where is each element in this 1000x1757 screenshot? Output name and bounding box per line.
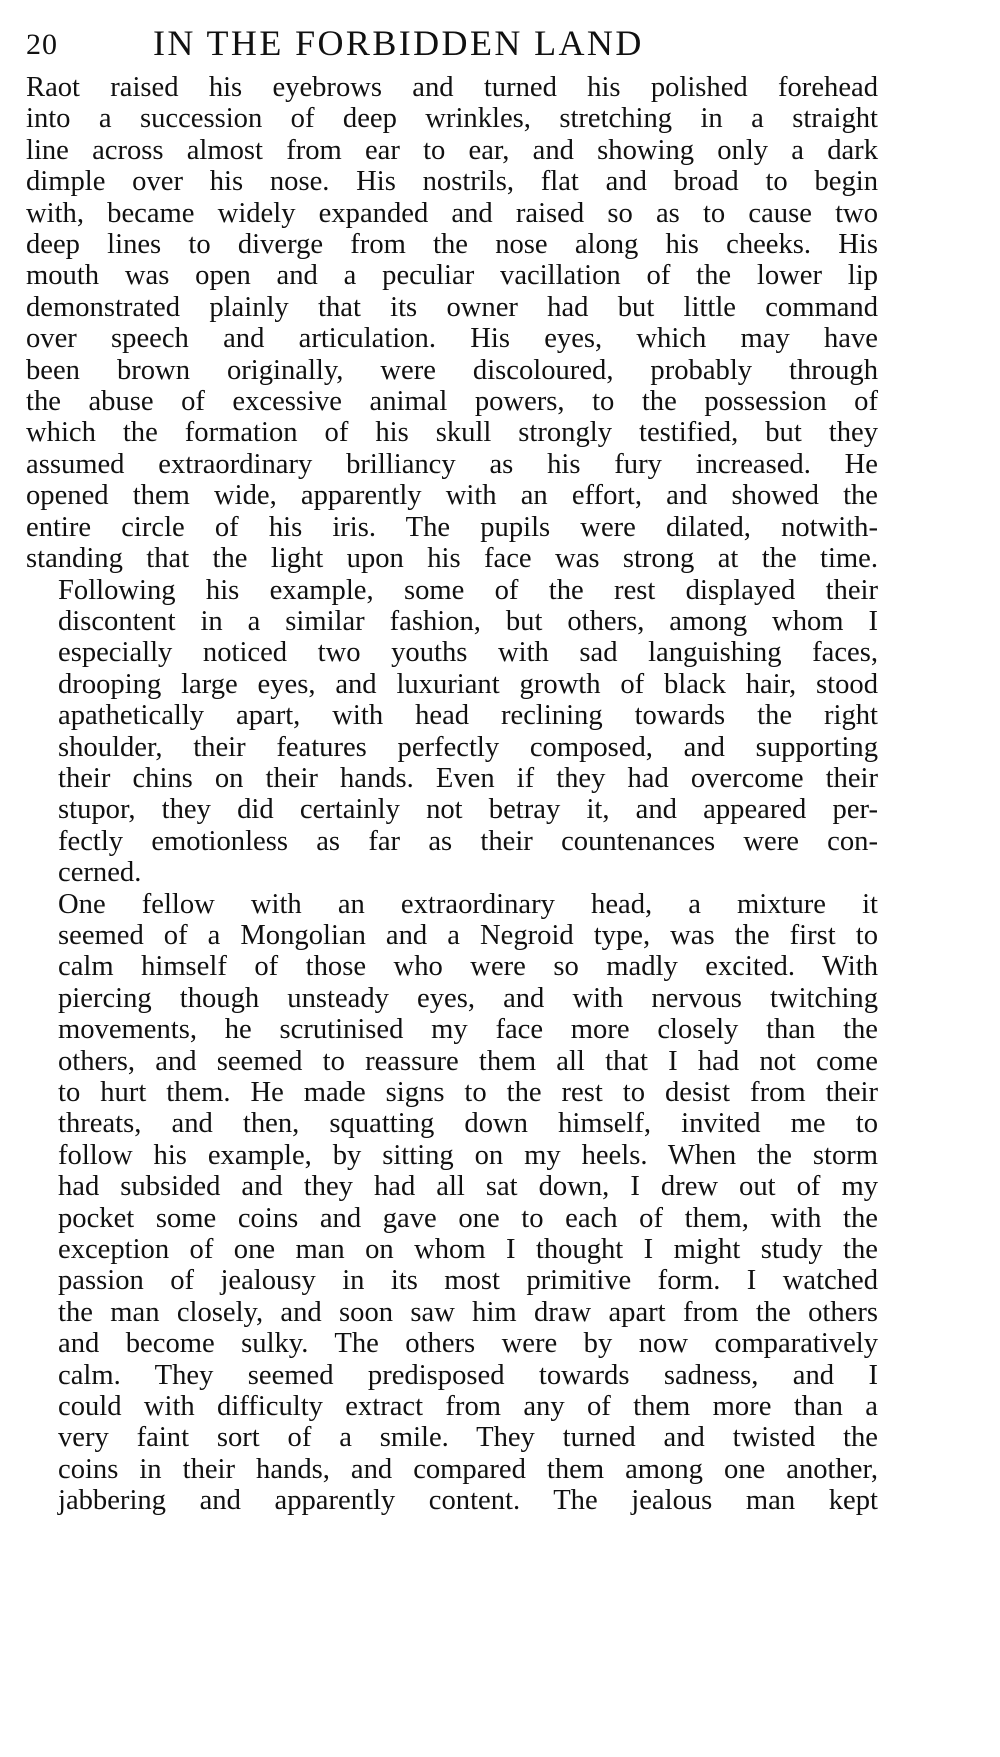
text-line: the man closely, and soon saw him draw apart from the others: [58, 1296, 878, 1328]
text-line: Raot raised his eyebrows and turned his polished forehead: [26, 72, 878, 103]
text-line: pocket some coins and gave one to each of them, with the: [58, 1202, 878, 1234]
text-line: stupor, they did certainly not betray it, and appeared per-: [58, 794, 878, 826]
text-line: calm himself of those who were so madly excited. With: [58, 951, 878, 983]
text-line: over speech and articulation. His eyes, which may have: [26, 323, 878, 355]
text-line: had subsided and they had all sat down, I drew out of my: [58, 1171, 878, 1203]
running-title: IN THE FORBIDDEN LAND: [153, 23, 644, 63]
text-line: their chins on their hands. Even if they had overcome their: [58, 762, 878, 794]
paragraph-2: [26, 575, 878, 889]
text-line: standing that the light upon his face was strong at the time.: [26, 543, 878, 575]
text-line: threats, and then, squatting down himself, invited me to: [58, 1108, 878, 1140]
text-line: entire circle of his iris. The pupils were dilated, notwith-: [26, 511, 878, 543]
text-line: dimple over his nose. His nostrils, flat and broad to begin: [26, 166, 878, 198]
text-line: with, became widely expanded and raised so as to cause two: [26, 197, 878, 229]
text-line: shoulder, their features perfectly composed, and supporting: [58, 731, 878, 763]
text-line: could with difficulty extract from any of them more than a: [58, 1391, 878, 1423]
text-line: especially noticed two youths with sad languishing faces,: [58, 637, 878, 669]
text-line: One fellow with an extraordinary head, a mixture it: [58, 888, 878, 920]
text-line: follow his example, by sitting on my heels. When the storm: [58, 1139, 878, 1171]
text-line: jabbering and apparently content. The jealous man kept: [58, 1485, 878, 1517]
text-line: opened them wide, apparently with an effort, and showed the: [26, 480, 878, 512]
text-line: mouth was open and a peculiar vacillation of the lower lip: [26, 260, 878, 292]
text-line: and become sulky. The others were by now comparatively: [58, 1328, 878, 1360]
paragraph-3: [26, 889, 878, 1517]
text-line: into a succession of deep wrinkles, stretching in a straight: [26, 103, 878, 135]
running-header: [26, 20, 878, 72]
text-line: exception of one man on whom I thought I might study the: [58, 1234, 878, 1266]
text-line: cerned.: [58, 857, 142, 889]
text-line: passion of jealousy in its most primitive form. I watched: [58, 1265, 878, 1297]
text-line: coins in their hands, and compared them among one another,: [58, 1453, 878, 1485]
text-line: which the formation of his skull strongly testified, but they: [26, 417, 878, 449]
text-line: demonstrated plainly that its owner had but little command: [26, 291, 878, 323]
text-line: fectly emotionless as far as their countenances were con-: [58, 825, 878, 857]
text-line: deep lines to diverge from the nose along his cheeks. His: [26, 229, 878, 261]
text-line: assumed extraordinary brilliancy as his fury increased. He: [26, 448, 878, 480]
text-line: very faint sort of a smile. They turned and twisted the: [58, 1422, 878, 1454]
text-line: piercing though unsteady eyes, and with nervous twitching: [58, 982, 878, 1014]
text-line: the abuse of excessive animal powers, to the possession of: [26, 386, 878, 418]
text-line: seemed of a Mongolian and a Negroid type, was the first to: [58, 919, 878, 951]
book-page: [26, 20, 878, 1517]
body-text: [26, 72, 878, 1517]
paragraph-1: [26, 72, 878, 575]
text-line: others, and seemed to reassure them all that I had not come: [58, 1045, 878, 1077]
text-line: apathetically apart, with head reclining towards the right: [58, 700, 878, 732]
text-line: discontent in a similar fashion, but others, among whom I: [58, 605, 878, 637]
text-line: to hurt them. He made signs to the rest to desist from their: [58, 1077, 878, 1108]
text-line: been brown originally, were discoloured, probably through: [26, 354, 878, 386]
page-number: 20: [26, 28, 58, 61]
text-line: line across almost from ear to ear, and showing only a dark: [26, 134, 878, 166]
text-line: drooping large eyes, and luxuriant growth of black hair, stood: [58, 668, 878, 700]
text-line: Following his example, some of the rest displayed their: [58, 574, 878, 606]
text-line: movements, he scrutinised my face more closely than the: [58, 1014, 878, 1046]
text-line: calm. They seemed predisposed towards sadness, and I: [58, 1359, 878, 1391]
